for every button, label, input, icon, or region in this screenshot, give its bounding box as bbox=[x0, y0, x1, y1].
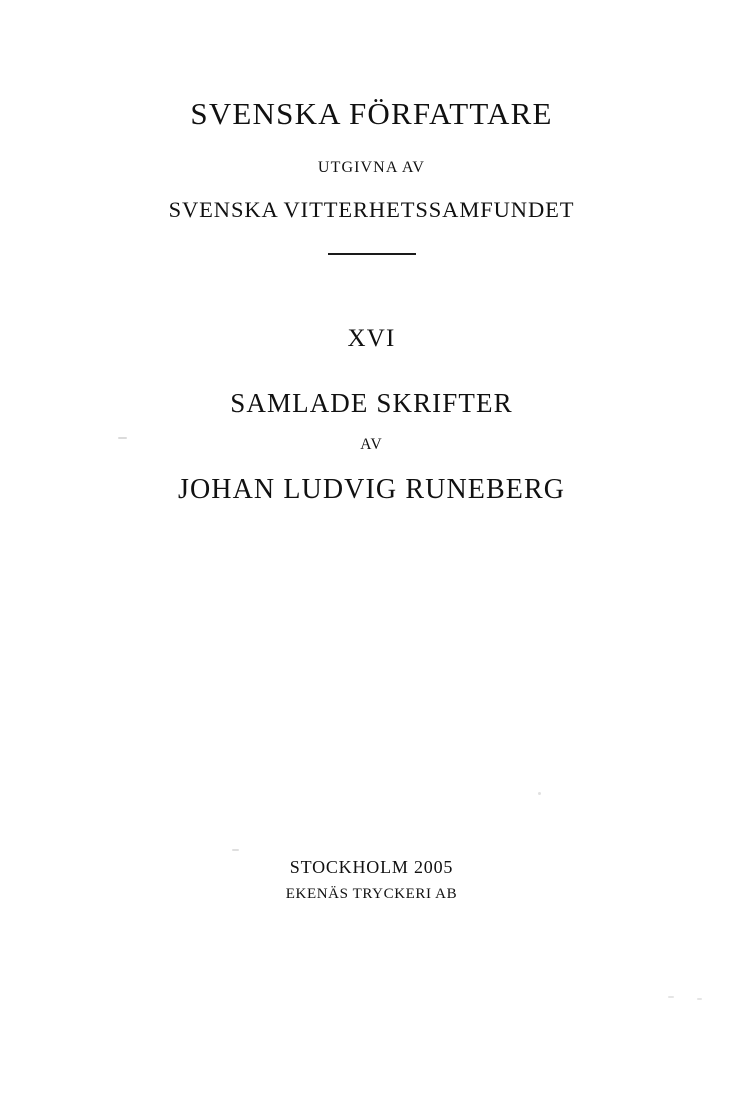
scan-artifact bbox=[232, 849, 239, 851]
scan-artifact bbox=[538, 792, 541, 795]
author-name: JOHAN LUDVIG RUNEBERG bbox=[177, 474, 566, 505]
series-title: SVENSKA FÖRFATTARE bbox=[190, 96, 553, 131]
scan-artifact bbox=[697, 998, 702, 1000]
volume-number: XVI bbox=[347, 325, 396, 352]
work-by-label: AV bbox=[360, 436, 383, 453]
series-published-by-label: UTGIVNA AV bbox=[317, 158, 426, 176]
scan-artifact bbox=[668, 996, 674, 998]
scan-artifact bbox=[118, 437, 127, 439]
divider-rule bbox=[328, 253, 416, 255]
series-publisher: SVENSKA VITTERHETSSAMFUNDET bbox=[168, 196, 575, 222]
imprint-place-year: STOCKHOLM 2005 bbox=[289, 857, 454, 877]
series-heading-block bbox=[0, 96, 743, 255]
work-title: SAMLADE SKRIFTER bbox=[230, 388, 513, 418]
volume-block bbox=[0, 325, 743, 506]
imprint-block bbox=[0, 857, 743, 903]
imprint-printer: EKENÄS TRYCKERI AB bbox=[285, 886, 458, 902]
